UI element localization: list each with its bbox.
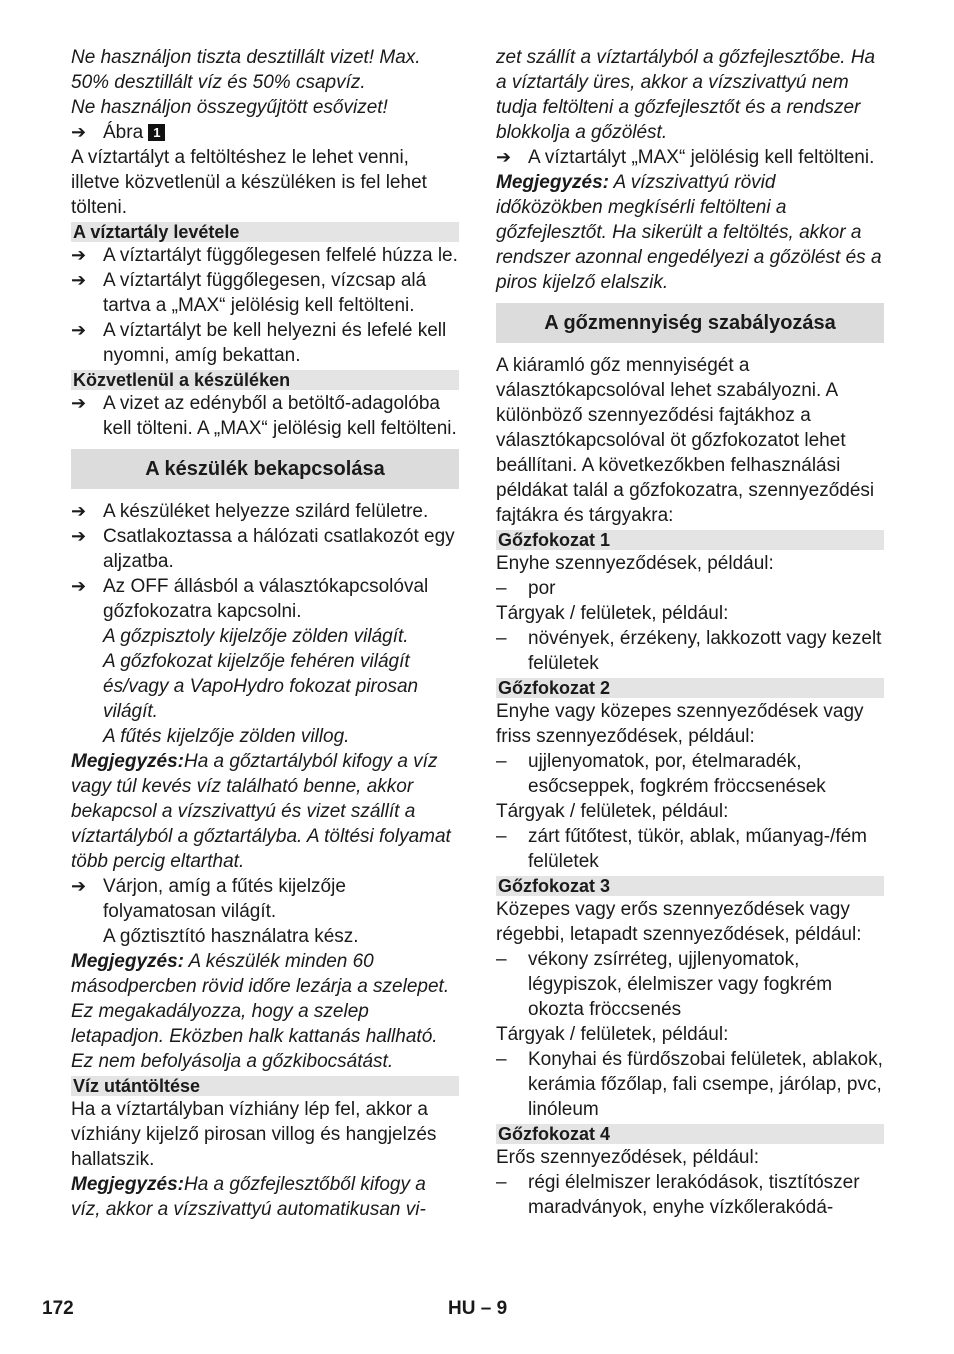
list-item — [496, 824, 884, 874]
dash-bullet: – — [496, 1049, 507, 1070]
right-column — [496, 45, 884, 1220]
left-column — [71, 45, 459, 1222]
figure-label: Ábra — [103, 122, 144, 143]
arrow-icon: ➔ — [71, 876, 87, 896]
dash-bullet: – — [496, 949, 507, 970]
list-item — [496, 626, 884, 676]
heading-direct-fill: Közvetlenül a készüléken — [71, 370, 459, 390]
arrow-icon: ➔ — [71, 576, 87, 596]
step-item: ➔ A víztartályt be kell helyezni és lefelé kell nyomni, amíg bekattan. — [71, 320, 447, 366]
step-item: ➔ A vizet az edényből a betöltő-adagolóba kell tölteni. A „MAX“ jelölésig kell feltölteni. — [71, 393, 457, 439]
arrow-icon: ➔ — [71, 245, 87, 265]
list-item — [496, 749, 884, 799]
remove-tank-steps — [71, 243, 459, 368]
arrow-icon: ➔ — [71, 526, 87, 546]
dash-bullet: – — [496, 826, 507, 847]
level-4-item: – régi élelmiszer lerakódások, tisztítószer maradványok, enyhe vízkőlerakódá- — [496, 1172, 860, 1218]
steam-control-intro: A kiáramló gőz mennyiségét a választókapcsolóval lehet szabályozni. A különböző szennyeződési fajtákhoz a választókapcsolóval öt gőzfokozatot lehet beállítani. A következőkben felhasználási példákat talál a gőzfokozatra, szennyeződési fajtákra és tárgyakra: — [496, 355, 875, 526]
step-item: ➔ A víztartályt függőlegesen felfelé húzza le. — [71, 245, 458, 266]
figure-number: 1 — [148, 124, 165, 141]
heading-level-3: Gőzfokozat 3 — [496, 876, 884, 896]
level-objects-label: Tárgyak / felületek, például: — [496, 801, 729, 822]
tank-intro: A víztartályt a feltöltéshez le lehet venni, illetve közvetlenül a készüléken is fel lehet tölteni. — [71, 147, 427, 218]
heading-remove-tank: A víztartály levétele — [71, 222, 459, 242]
heading-level-2: Gőzfokozat 2 — [496, 678, 884, 698]
level-4-dirt: Erős szennyeződések, például: — [496, 1147, 759, 1168]
step-item: ➔ A készüléket helyezze szilárd felületre. — [71, 501, 429, 522]
level-dirt-label: Enyhe vagy közepes szennyeződések vagy friss szennyeződések, például: — [496, 701, 864, 747]
list-item-text: zárt fűtőtest, tükör, ablak, műanyag-/fém felületek — [528, 826, 867, 872]
pump-continuation: zet szállít a víztartályból a gőzfejlesztőbe. Ha a víztartály üres, akkor a vízszivattyú nem tudja feltölteni a gőzfejlesztőt és a rendszer blokkolja a gőzölést. — [496, 47, 876, 143]
list-item-text: vékony zsírréteg, ujjlenyomatok, légypiszok, élelmiszer vagy fogkrém okozta fröccsenés — [528, 949, 833, 1020]
switch-on-indicator-2: A gőzfokozat kijelzője fehéren világít és/vagy a VapoHydro fokozat pirosan világít. — [103, 651, 419, 722]
arrow-icon: ➔ — [71, 320, 87, 340]
level-objects-label: Tárgyak / felületek, például: — [496, 1024, 729, 1045]
arrow-icon: ➔ — [71, 501, 87, 521]
steam-levels — [496, 530, 884, 1122]
dash-bullet: – — [496, 751, 507, 772]
warning-rainwater: Ne használjon összegyűjtött esővizet! — [71, 97, 388, 118]
page-number: 172 — [42, 1298, 74, 1319]
footer-code: HU – 9 — [448, 1298, 508, 1319]
switch-on-steps — [71, 499, 459, 624]
dash-bullet: – — [496, 578, 507, 599]
heading-switch-on: A készülék bekapcsolása — [71, 449, 459, 489]
ready-text: A gőztisztító használatra kész. — [103, 926, 359, 947]
list-item-text: por — [528, 578, 556, 599]
list-item-text: növények, érzékeny, lakkozott vagy kezelt felületek — [528, 628, 882, 674]
warning-distilled: Ne használjon tiszta desztillált vizet! Max. 50% desztillált víz és 50% csapvíz. — [71, 47, 421, 93]
note-pump: Megjegyzés:Ha a gőzfejlesztőből kifogy a víz, akkor a vízszivattyú automatikusan vi- — [71, 1174, 426, 1220]
heading-steam-control: A gőzmennyiség szabályozása — [496, 303, 884, 343]
step-item: ➔ Csatlakoztassa a hálózati csatlakozót egy aljzatba. — [71, 526, 455, 572]
heading-refill: Víz utántöltése — [71, 1076, 459, 1096]
level-dirt-label: Enyhe szennyeződések, például: — [496, 553, 774, 574]
heading-level-1: Gőzfokozat 1 — [496, 530, 884, 550]
arrow-icon: ➔ — [71, 270, 87, 290]
arrow-icon: ➔ — [71, 122, 87, 142]
note-steam-tank: Megjegyzés:Ha a gőztartályból kifogy a víz vagy túl kevés víz található benne, akkor bekapcsol a vízszivattyú és vizet szállít a víztartályból a gőztartályba. A töltési folyamat több percig eltarthat. — [71, 751, 451, 872]
level-dirt-label: Közepes vagy erős szennyeződések vagy régebbi, letapadt szennyeződések, például: — [496, 899, 862, 945]
direct-fill-steps — [71, 391, 459, 441]
step-item: ➔ A víztartályt függőlegesen, vízcsap alá tartva a „MAX“ jelölésig kell feltölteni. — [71, 270, 427, 316]
list-item-text: ujjlenyomatok, por, ételmaradék, esőcseppek, fogkrém fröccsenések — [528, 751, 826, 797]
list-item — [496, 1047, 884, 1122]
heading-level-4: Gőzfokozat 4 — [496, 1124, 884, 1144]
switch-on-indicator-3: A fűtés kijelzője zölden villog. — [103, 726, 350, 747]
note-valve: Megjegyzés: A készülék minden 60 másodpercben rövid időre lezárja a szelepet. Ez megakadályozza, hogy a szelep letapadjon. Eközben halk kattanás hallható. Ez nem befolyásolja a gőzkibocsátást. — [71, 951, 450, 1072]
arrow-icon: ➔ — [496, 147, 512, 167]
dash-bullet: – — [496, 1172, 507, 1193]
list-item-text: Konyhai és fürdőszobai felületek, ablakok, kerámia főzőlap, fali csempe, járólap, pvc, linóleum — [528, 1049, 883, 1120]
wait-heating-step: ➔ Várjon, amíg a fűtés kijelzője folyamatosan világít. — [71, 876, 346, 922]
refill-text: Ha a víztartályban vízhiány lép fel, akkor a vízhiány kijelző pirosan villog és hangjelzés hallatszik. — [71, 1099, 437, 1170]
figure-reference — [71, 120, 459, 145]
fill-max-step: ➔ A víztartályt „MAX“ jelölésig kell feltölteni. — [496, 147, 875, 168]
dash-bullet: – — [496, 628, 507, 649]
step-item: ➔ Az OFF állásból a választókapcsolóval gőzfokozatra kapcsolni. — [71, 576, 429, 622]
arrow-icon: ➔ — [71, 393, 87, 413]
note-pump-retry: Megjegyzés: A vízszivattyú rövid időközökben megkísérli feltölteni a gőzfejlesztőt. Ha sikerült a feltöltés, akkor a rendszer azonnal engedélyezi a gőzölést és a piros kijelző elalszik. — [496, 172, 882, 293]
list-item — [496, 576, 884, 601]
switch-on-indicator-1: A gőzpisztoly kijelzője zölden világít. — [103, 626, 409, 647]
level-objects-label: Tárgyak / felületek, például: — [496, 603, 729, 624]
list-item — [496, 947, 884, 1022]
